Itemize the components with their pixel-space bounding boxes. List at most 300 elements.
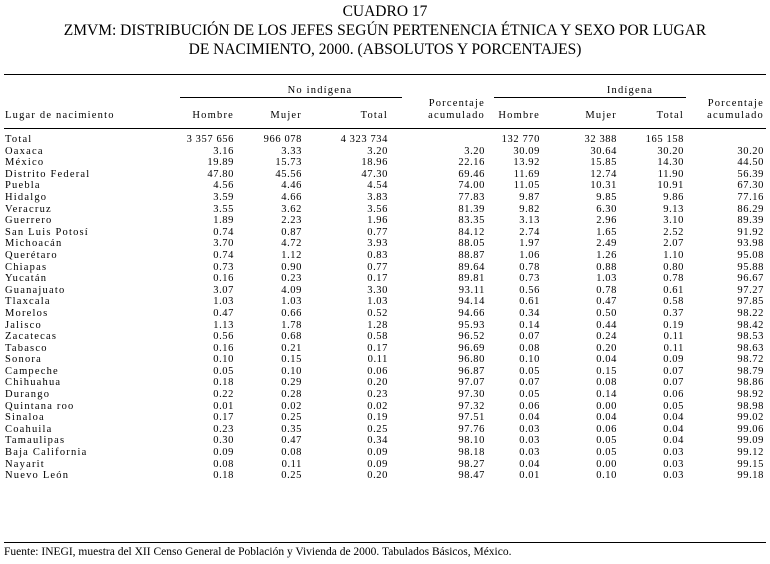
place-name: Tamaulipas [5, 435, 66, 447]
cell-nm: 0.28 [281, 389, 302, 401]
cell-nm: 0.25 [281, 470, 302, 482]
cell-im: 2.49 [596, 238, 617, 250]
cell-ih: 0.04 [519, 458, 540, 470]
table-row [0, 146, 770, 158]
cell-nh: 1.13 [213, 319, 234, 331]
cell-nm: 966 078 [263, 134, 302, 145]
cell-ih: 1.97 [519, 238, 540, 250]
cell-ih: 0.05 [519, 365, 540, 377]
place-name: Michoacán [5, 238, 63, 250]
cell-nm: 4.09 [281, 284, 302, 296]
cell-im: 1.65 [596, 226, 617, 238]
cell-ih: 30.09 [513, 145, 540, 157]
place-name: Nuevo León [5, 470, 70, 482]
place-name: Puebla [5, 180, 41, 192]
cell-nt: 3.93 [367, 238, 388, 250]
cell-nm: 3.62 [281, 203, 302, 215]
cell-ih: 0.78 [519, 261, 540, 273]
cell-nm: 0.10 [281, 365, 302, 377]
cell-im: 0.44 [596, 319, 617, 331]
cell-im: 0.04 [596, 354, 617, 366]
cell-nm: 0.11 [281, 458, 302, 470]
cell-ip: 95.08 [737, 249, 764, 261]
cell-np: 89.81 [458, 273, 485, 285]
cell-ip: 97.27 [737, 284, 764, 296]
cell-nt: 0.02 [367, 400, 388, 412]
cell-np: 88.87 [458, 249, 485, 261]
table-row [0, 389, 770, 401]
cell-ih: 11.69 [513, 168, 540, 180]
cell-np: 97.30 [458, 389, 485, 401]
cell-ih: 0.05 [519, 389, 540, 401]
cell-nm: 0.90 [281, 261, 302, 273]
cell-nm: 45.56 [275, 168, 302, 180]
place-name: Yucatán [5, 273, 48, 285]
cell-ip: 98.72 [737, 354, 764, 366]
cell-im: 0.47 [596, 296, 617, 308]
cell-nm: 0.02 [281, 400, 302, 412]
cell-nt: 4.54 [367, 180, 388, 192]
cell-ip: 44.50 [737, 157, 764, 169]
cell-ih: 132 770 [501, 134, 540, 145]
cell-np: 98.47 [458, 470, 485, 482]
cell-ip: 56.39 [737, 168, 764, 180]
cell-nh: 0.30 [213, 435, 234, 447]
cell-nh: 3.07 [213, 284, 234, 296]
table-row [0, 180, 770, 192]
cell-ip: 30.20 [737, 145, 764, 157]
cell-ip: 98.42 [737, 319, 764, 331]
cell-im: 32 388 [584, 134, 617, 145]
cell-nm: 2.23 [281, 215, 302, 227]
table-row [0, 296, 770, 308]
cell-it: 30.20 [657, 145, 684, 157]
cell-np: 88.05 [458, 238, 485, 250]
cell-im: 0.14 [596, 389, 617, 401]
cell-ih: 0.73 [519, 273, 540, 285]
table-row [0, 424, 770, 436]
cell-nt: 47.30 [361, 168, 388, 180]
column-header-place: Lugar de nacimiento [5, 110, 115, 121]
cell-np: 97.76 [458, 423, 485, 435]
table-row [0, 320, 770, 332]
cell-nm: 0.21 [281, 342, 302, 354]
table-row [0, 470, 770, 482]
cell-ip: 99.09 [737, 435, 764, 447]
cell-it: 0.11 [663, 331, 684, 343]
place-name: Veracruz [5, 203, 52, 215]
cell-im: 9.85 [596, 191, 617, 203]
table-row [0, 192, 770, 204]
cell-np: 93.11 [458, 284, 485, 296]
cell-nm: 3.33 [281, 145, 302, 157]
cell-it: 0.03 [663, 470, 684, 482]
cell-ip: 98.86 [737, 377, 764, 389]
place-name: Hidalgo [5, 191, 48, 203]
cell-np: 3.20 [464, 145, 485, 157]
cell-nt: 0.23 [367, 389, 388, 401]
table-row [0, 227, 770, 239]
cell-nh: 1.89 [213, 215, 234, 227]
cell-nh: 0.17 [213, 412, 234, 424]
cell-nh: 0.16 [213, 342, 234, 354]
cell-nm: 4.72 [281, 238, 302, 250]
cell-nt: 0.17 [367, 342, 388, 354]
cell-nh: 3.59 [213, 191, 234, 203]
column-header-pct-indigena-line2: acumulado [707, 110, 764, 121]
cell-ip: 99.02 [737, 412, 764, 424]
place-name: México [5, 157, 45, 169]
cell-nm: 0.23 [281, 273, 302, 285]
cell-np: 98.27 [458, 458, 485, 470]
cell-im: 0.00 [596, 458, 617, 470]
cell-np: 94.66 [458, 307, 485, 319]
cell-nt: 3.30 [367, 284, 388, 296]
table-body [0, 134, 770, 482]
cell-im: 0.00 [596, 400, 617, 412]
cell-nh: 0.10 [213, 354, 234, 366]
cell-nh: 0.47 [213, 307, 234, 319]
table-row [0, 308, 770, 320]
cell-nt: 0.09 [367, 458, 388, 470]
cell-it: 165 158 [645, 134, 684, 145]
cell-it: 9.86 [663, 191, 684, 203]
place-name: Oaxaca [5, 145, 44, 157]
cell-nh: 3.70 [213, 238, 234, 250]
table-row [0, 459, 770, 471]
cell-ip: 98.22 [737, 307, 764, 319]
cell-im: 10.31 [590, 180, 617, 192]
cell-np: 96.80 [458, 354, 485, 366]
cell-nt: 0.09 [367, 447, 388, 459]
cell-nm: 1.78 [281, 319, 302, 331]
cell-it: 10.91 [657, 180, 684, 192]
table-row [0, 273, 770, 285]
cell-nt: 0.20 [367, 470, 388, 482]
group-underline-no-indigena [180, 97, 402, 98]
cell-nm: 1.03 [281, 296, 302, 308]
cell-np: 97.51 [458, 412, 485, 424]
cell-nh: 0.01 [213, 400, 234, 412]
cell-ip: 77.16 [737, 191, 764, 203]
cell-im: 0.06 [596, 423, 617, 435]
cell-ip: 96.67 [737, 273, 764, 285]
cell-it: 0.04 [663, 412, 684, 424]
table-title-line-1: ZMVM: DISTRIBUCIÓN DE LOS JEFES SEGÚN PERTENENCIA ÉTNICA Y SEXO POR LUGAR [63, 22, 707, 39]
cell-it: 0.03 [663, 458, 684, 470]
cell-ih: 0.14 [519, 319, 540, 331]
cell-nh: 0.16 [213, 273, 234, 285]
cell-it: 0.19 [663, 319, 684, 331]
cell-ip: 93.98 [737, 238, 764, 250]
cell-nm: 4.46 [281, 180, 302, 192]
table-row [0, 354, 770, 366]
cell-np: 84.12 [458, 226, 485, 238]
cell-ip: 98.79 [737, 365, 764, 377]
cell-ih: 1.06 [519, 249, 540, 261]
table-row [0, 412, 770, 424]
table-row [0, 285, 770, 297]
cell-nh: 19.89 [207, 157, 234, 169]
cell-nh: 0.22 [213, 389, 234, 401]
table-row [0, 238, 770, 250]
cell-nt: 0.06 [367, 365, 388, 377]
place-name: Baja California [5, 447, 88, 459]
cell-ih: 0.04 [519, 412, 540, 424]
cell-nt: 3.20 [367, 145, 388, 157]
group-header-indigena: Indígena [606, 85, 654, 96]
place-name: Guerrero [5, 215, 53, 227]
cell-im: 0.05 [596, 435, 617, 447]
cell-ih: 0.56 [519, 284, 540, 296]
table-row [0, 447, 770, 459]
cell-it: 11.90 [657, 168, 684, 180]
cell-ih: 11.05 [513, 180, 540, 192]
cell-nh: 0.23 [213, 423, 234, 435]
cell-ih: 0.03 [519, 435, 540, 447]
cell-ih: 9.87 [519, 191, 540, 203]
place-name: Nayarit [5, 458, 45, 470]
cell-nm: 0.29 [281, 377, 302, 389]
table-row [0, 169, 770, 181]
cell-nt: 0.25 [367, 423, 388, 435]
cell-nt: 18.96 [361, 157, 388, 169]
cell-ih: 0.03 [519, 423, 540, 435]
cell-nm: 15.73 [275, 157, 302, 169]
cell-np: 77.83 [458, 191, 485, 203]
cell-ip: 89.39 [737, 215, 764, 227]
cell-ih: 9.82 [519, 203, 540, 215]
cell-im: 6.30 [596, 203, 617, 215]
cell-it: 14.30 [657, 157, 684, 169]
place-name: Quintana roo [5, 400, 75, 412]
place-name: Tlaxcala [5, 296, 51, 308]
cell-nh: 0.18 [213, 470, 234, 482]
cell-nt: 0.77 [367, 261, 388, 273]
group-underline-indigena [494, 97, 686, 98]
column-header-pct-line2: acumulado [428, 110, 485, 121]
cell-im: 0.88 [596, 261, 617, 273]
column-header-mujer-indigena: Mujer [585, 110, 617, 121]
cell-np: 89.64 [458, 261, 485, 273]
cell-nm: 0.47 [281, 435, 302, 447]
cell-ip: 86.29 [737, 203, 764, 215]
cell-nt: 1.96 [367, 215, 388, 227]
cell-nh: 0.08 [213, 458, 234, 470]
cell-nm: 1.12 [281, 249, 302, 261]
cell-ih: 0.10 [519, 354, 540, 366]
cell-nh: 0.18 [213, 377, 234, 389]
cell-nm: 0.25 [281, 412, 302, 424]
cell-nh: 47.80 [207, 168, 234, 180]
cell-ip: 98.98 [737, 400, 764, 412]
cell-nt: 0.11 [367, 354, 388, 366]
cell-np: 96.87 [458, 365, 485, 377]
cell-nt: 0.58 [367, 331, 388, 343]
cell-ih: 0.08 [519, 342, 540, 354]
cell-im: 0.20 [596, 342, 617, 354]
cell-np: 98.18 [458, 447, 485, 459]
table-title-line-2: DE NACIMIENTO, 2000. (ABSOLUTOS Y PORCENTAJES) [188, 41, 582, 58]
place-name: Coahuila [5, 423, 53, 435]
cell-im: 1.03 [596, 273, 617, 285]
table-row [0, 401, 770, 413]
cell-nt: 0.83 [367, 249, 388, 261]
cell-im: 0.50 [596, 307, 617, 319]
cell-nm: 0.35 [281, 423, 302, 435]
cell-ih: 0.34 [519, 307, 540, 319]
cell-nm: 4.66 [281, 191, 302, 203]
cell-ih: 3.13 [519, 215, 540, 227]
cell-it: 0.04 [663, 435, 684, 447]
cell-im: 0.05 [596, 447, 617, 459]
cell-nh: 3.55 [213, 203, 234, 215]
place-name: Chihuahua [5, 377, 62, 389]
place-name: Morelos [5, 307, 49, 319]
place-name: Durango [5, 389, 51, 401]
cell-ih: 0.61 [519, 296, 540, 308]
cell-im: 2.96 [596, 215, 617, 227]
group-header-no-indigena: No indígena [287, 85, 353, 96]
place-name: Guanajuato [5, 284, 66, 296]
bottom-rule [4, 542, 766, 543]
table-row [0, 215, 770, 227]
cell-it: 0.07 [663, 377, 684, 389]
cell-nt: 0.19 [367, 412, 388, 424]
cell-nt: 1.03 [367, 296, 388, 308]
cell-np: 97.07 [458, 377, 485, 389]
cell-im: 0.10 [596, 470, 617, 482]
cell-ip: 98.92 [737, 389, 764, 401]
cell-it: 0.11 [663, 342, 684, 354]
cell-nt: 4 323 734 [340, 134, 388, 145]
top-rule [4, 74, 766, 75]
cell-np: 96.52 [458, 331, 485, 343]
place-name: San Luis Potosí [5, 226, 89, 238]
header-rule [4, 128, 766, 129]
cell-im: 0.04 [596, 412, 617, 424]
place-name: Tabasco [5, 342, 48, 354]
cell-nt: 0.77 [367, 226, 388, 238]
cell-it: 0.37 [663, 307, 684, 319]
cell-nm: 0.87 [281, 226, 302, 238]
cell-nh: 0.56 [213, 331, 234, 343]
cell-nt: 1.28 [367, 319, 388, 331]
place-name: Chiapas [5, 261, 48, 273]
place-name: Sonora [5, 354, 42, 366]
cell-ip: 91.92 [737, 226, 764, 238]
cell-ip: 98.53 [737, 331, 764, 343]
table-row [0, 262, 770, 274]
cell-np: 22.16 [458, 157, 485, 169]
cell-nh: 4.56 [213, 180, 234, 192]
cell-nh: 1.03 [213, 296, 234, 308]
column-header-hombre-indigena: Hombre [498, 110, 540, 121]
cell-ip: 95.88 [737, 261, 764, 273]
cell-np: 95.93 [458, 319, 485, 331]
cell-nt: 0.20 [367, 377, 388, 389]
source-note: Fuente: INEGI, muestra del XII Censo General de Población y Vivienda de 2000. Tabulados Básicos, México. [4, 546, 512, 558]
cell-ih: 0.01 [519, 470, 540, 482]
cell-it: 2.52 [663, 226, 684, 238]
table-row [0, 343, 770, 355]
place-name: Total [5, 134, 33, 145]
cell-ip: 99.12 [737, 447, 764, 459]
cell-ih: 0.03 [519, 447, 540, 459]
cell-nt: 0.17 [367, 273, 388, 285]
cell-it: 0.09 [663, 354, 684, 366]
cell-im: 0.24 [596, 331, 617, 343]
cell-ih: 2.74 [519, 226, 540, 238]
table-number: CUADRO 17 [342, 3, 428, 20]
table-row [0, 157, 770, 169]
cell-it: 3.10 [663, 215, 684, 227]
cell-ip: 97.85 [737, 296, 764, 308]
cell-it: 2.07 [663, 238, 684, 250]
cell-nh: 0.09 [213, 447, 234, 459]
cell-it: 0.80 [663, 261, 684, 273]
cell-nt: 3.56 [367, 203, 388, 215]
cell-ih: 0.07 [519, 377, 540, 389]
cell-im: 0.78 [596, 284, 617, 296]
cell-np: 96.69 [458, 342, 485, 354]
cell-it: 0.03 [663, 447, 684, 459]
table-row [0, 331, 770, 343]
cell-it: 1.10 [663, 249, 684, 261]
place-name: Zacatecas [5, 331, 58, 343]
table-row [0, 435, 770, 447]
cell-np: 97.32 [458, 400, 485, 412]
cell-ip: 98.63 [737, 342, 764, 354]
cell-it: 0.07 [663, 365, 684, 377]
cell-nm: 0.68 [281, 331, 302, 343]
cell-nh: 0.74 [213, 226, 234, 238]
cell-nh: 0.05 [213, 365, 234, 377]
cell-im: 15.85 [590, 157, 617, 169]
cell-ip: 99.06 [737, 423, 764, 435]
cell-nh: 0.74 [213, 249, 234, 261]
cell-ih: 0.06 [519, 400, 540, 412]
cell-it: 0.06 [663, 389, 684, 401]
place-name: Distrito Federal [5, 168, 91, 180]
column-header-mujer: Mujer [270, 110, 302, 121]
cell-np: 81.39 [458, 203, 485, 215]
column-header-total: Total [360, 110, 388, 121]
column-header-hombre: Hombre [192, 110, 234, 121]
cell-nt: 0.52 [367, 307, 388, 319]
column-header-total-indigena: Total [656, 110, 684, 121]
table-row [0, 366, 770, 378]
cell-nm: 0.15 [281, 354, 302, 366]
cell-nm: 0.66 [281, 307, 302, 319]
cell-im: 0.15 [596, 365, 617, 377]
place-name: Jalisco [5, 319, 42, 331]
cell-np: 98.10 [458, 435, 485, 447]
place-name: Sinaloa [5, 412, 45, 424]
cell-nh: 3 357 656 [186, 134, 234, 145]
cell-im: 12.74 [590, 168, 617, 180]
cell-ip: 99.18 [737, 470, 764, 482]
table-row [0, 204, 770, 216]
table-row [0, 250, 770, 262]
place-name: Querétaro [5, 249, 58, 261]
cell-nh: 3.16 [213, 145, 234, 157]
cell-nt: 0.34 [367, 435, 388, 447]
cell-im: 0.08 [596, 377, 617, 389]
column-header-pct-indigena-line1: Porcentaje [707, 98, 764, 109]
cell-ih: 13.92 [513, 157, 540, 169]
cell-it: 0.04 [663, 423, 684, 435]
